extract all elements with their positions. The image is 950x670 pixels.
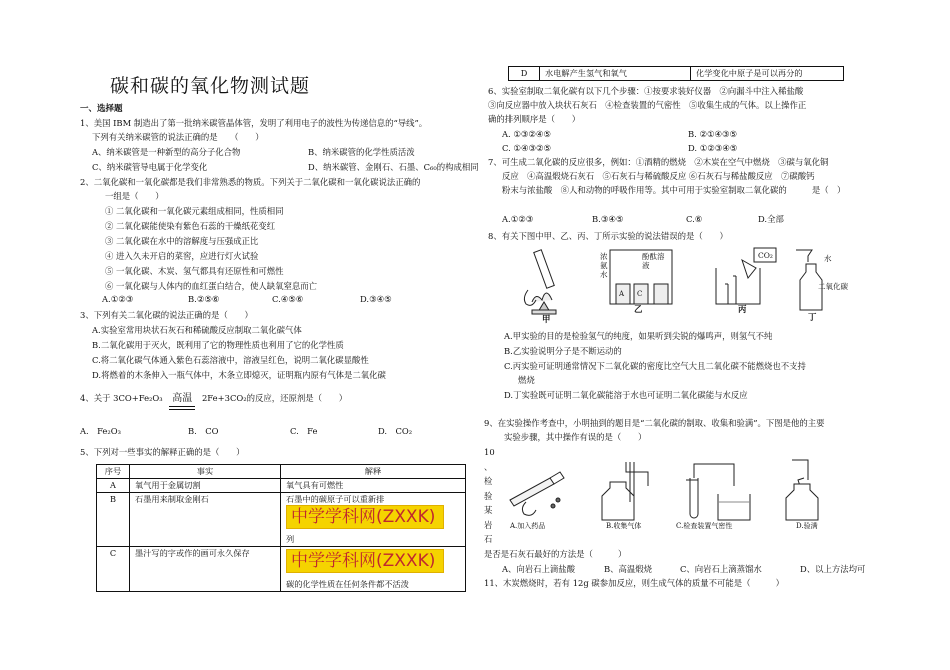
q2-option-c: C.④⑤⑥: [272, 294, 304, 304]
q10-option-a: A、向岩石上滴盐酸: [502, 564, 576, 574]
q10-vchar: 某: [484, 505, 493, 515]
q2-item: ④ 进入久未开启的菜窖，应进行灯火试验: [105, 251, 259, 261]
q9-figure-b: [600, 458, 656, 530]
fig-label: 甲: [542, 314, 551, 324]
q10-vchar: 岩: [484, 520, 493, 530]
q10-vchar: 验: [484, 491, 493, 501]
q8-option-d: D.丁实验既可证明二氧化碳能溶于水也可证明二氧化碳能与水反应: [504, 390, 748, 400]
q8-option-c: C.丙实验可证明通常情况下二氧化碳的密度比空气大且二氧化碳不能燃烧也不支持: [504, 361, 806, 371]
table-cell: [281, 493, 466, 547]
q10-vchar: 、: [484, 462, 493, 472]
q8-figure-jia: [518, 244, 588, 324]
fig-label: 丁: [808, 312, 817, 322]
q6-stem-2: ③向反应器中放入块状石灰石 ④检查装置的气密性 ⑤收集生成的气体。以上操作正: [488, 100, 807, 110]
q2-item: ① 二氧化碳和一氧化碳元素组成相同，性质相同: [105, 206, 284, 216]
table-cell: 墨汁写的字或作的画可永久保存: [130, 547, 281, 592]
q6-option-d: D. ①②③④⑤: [688, 143, 738, 153]
fig-label-beaker-a: A: [619, 290, 625, 298]
fig-label-co2: CO₂: [758, 251, 773, 260]
q6-stem-3: 确的排列顺序是（ ）: [488, 114, 581, 124]
q11-stem: 11、木炭燃烧时，若有 12g 碳参加反应，则生成气体的质量不可能是（ ）: [484, 578, 784, 588]
fig-caption: A.加入药品: [510, 522, 546, 530]
table-cell: 石墨用来制取金刚石: [130, 493, 281, 547]
q7-option-b: B.③④⑤: [592, 214, 624, 224]
q8-option-b: B.乙实验说明分子是不断运动的: [504, 346, 622, 356]
table-cell: 氧气具有可燃性: [281, 479, 466, 493]
q4-stem-pre: 4、关于 3CO+Fe₂O₃: [80, 393, 163, 403]
q10-option-d: D、以上方法均可: [800, 564, 866, 574]
q5-table-continued: [508, 66, 844, 81]
table-cell: D: [509, 67, 540, 81]
q1-option-d: D、纳米碳管、金刚石、石墨、C₆₀的构成相同: [308, 162, 479, 172]
fig-caption: C.检查装置气密性: [676, 522, 733, 530]
q4-option-a: A. Fe₂O₃: [80, 426, 121, 436]
q10-option-b: B、高温煅烧: [604, 564, 653, 574]
q10-vchar: 检: [484, 476, 493, 486]
q9-stem: 9、在实验操作考查中，小明抽到的题目是“二氧化碳的制取、收集和验满”。下图是他的主要: [484, 418, 825, 428]
table-cell: 水电解产生氢气和氧气: [540, 67, 691, 81]
watermark-logo: 中学学科网(ZXXK): [286, 505, 444, 529]
q4-stem-post: 2Fe+3CO₂的反应，还原剂是（ ）: [201, 393, 348, 403]
q9-stem-2: 实验步骤，其中操作有误的是（ ）: [504, 432, 647, 442]
watermark-logo: 中学学科网(ZXXK): [286, 549, 444, 573]
q9-figure-d: [780, 458, 840, 530]
q4-option-b: B. CO: [188, 426, 219, 436]
q7-option-a: A.①②③: [502, 214, 534, 224]
section-heading: 一、选择题: [80, 104, 123, 114]
q10-option-c: C、向岩石上滴蒸馏水: [680, 564, 762, 574]
fig-label: 丙: [738, 304, 747, 314]
cell-text: 石墨中的碳原子可以重新排: [286, 494, 385, 505]
q8-figure-bing: [708, 246, 780, 316]
q5-stem: 5、下列对一些事实的解释正确的是（ ）: [80, 447, 245, 457]
table-row: [509, 67, 844, 81]
q1-stem-2: 下列有关纳米碳管的说法正确的是 （ ）: [92, 132, 264, 142]
fig-caption: B.收集气体: [606, 522, 642, 530]
q4-stem: [80, 392, 347, 406]
table-header: 事实: [130, 465, 281, 479]
q10-stem: 是否是石灰石最好的方法是（ ）: [484, 549, 627, 559]
q2-item: ② 二氧化碳能使染有紫色石蕊的干燥纸花变红: [105, 221, 276, 231]
fig-label-water: 水: [824, 254, 832, 263]
q2-stem: 2、二氧化碳和一氧化碳都是我们非常熟悉的物质。下列关于二氧化碳和一氧化碳说法正确的: [80, 177, 421, 187]
q9-figure-c: [674, 458, 754, 530]
q4-option-d: D. CO₂: [378, 426, 413, 436]
table-row: [97, 479, 466, 493]
table-row: [97, 547, 466, 592]
fig-label: 乙: [634, 304, 643, 314]
table-header: 序号: [97, 465, 130, 479]
q1-option-a: A、纳米碳管是一种新型的高分子化合物: [92, 147, 241, 157]
q4-equals-line: [169, 406, 195, 407]
q6-option-c: C. ①④③②⑤: [502, 143, 551, 153]
cell-text: 列: [286, 534, 295, 545]
q8-stem: 8、有关下图中甲、乙、丙、丁所示实验的说法错误的是（ ）: [488, 231, 728, 241]
q7-option-d: D.全部: [758, 214, 784, 224]
cell-text: 碳的化学性质在任何条件都不活泼: [286, 579, 409, 590]
q4-condition: 高温: [172, 393, 193, 404]
q2-stem-2: 一组是（ ）: [105, 191, 164, 201]
q7-stem: 7、可生成二氧化碳的反应很多，例如：①酒精的燃烧 ②木炭在空气中燃烧 ③碳与氧化铜: [488, 157, 829, 167]
q7-option-c: C.⑥: [686, 214, 703, 224]
fig-label-conc-ammonia: 浓氨水: [600, 252, 608, 279]
q7-stem-2: 反应 ④高温煅烧石灰石 ⑤石灰石与稀硫酸反应 ⑥石灰石与稀盐酸反应 ⑦碳酸钙: [502, 171, 815, 181]
q8-figure-yi: [598, 246, 680, 316]
q1-option-c: C、纳米碳管导电属于化学变化: [92, 162, 208, 172]
fig-label-co2-jar: 二氧化碳: [818, 282, 848, 291]
q1-stem: 1、美国 IBM 制造出了第一批纳米碳管晶体管，发明了利用电子的波性为传递信息的“导线”。: [80, 118, 428, 128]
q2-item: ③ 二氧化碳在水中的溶解度与压强成正比: [105, 236, 259, 246]
q5-table: [96, 464, 466, 592]
table-header-row: [97, 465, 466, 479]
q2-option-b: B.②⑤⑥: [188, 294, 220, 304]
fig-label-phenolphthalein: 酚酞溶液: [642, 252, 665, 270]
q2-option-d: D.③④⑤: [360, 294, 392, 304]
q10-number: 10: [484, 447, 495, 457]
q4-option-c: C. Fe: [290, 426, 318, 436]
q8-option-c-cont: 燃烧: [518, 375, 535, 385]
q9-figure-a: [506, 460, 574, 530]
q3-option-a: A.实验室常用块状石灰石和稀硫酸反应制取二氧化碳气体: [92, 325, 302, 335]
q2-item: ⑤ 一氧化碳、木炭、氢气都具有还原性和可燃性: [105, 266, 284, 276]
table-cell: C: [97, 547, 130, 592]
q1-option-b: B、纳米碳管的化学性质活泼: [308, 147, 415, 157]
q10-vchar: 石: [484, 534, 493, 544]
fig-caption: D.验满: [796, 522, 818, 530]
table-header: 解释: [281, 465, 466, 479]
q3-option-d: D.将燃着的木条伸入一瓶气体中，木条立即熄灭，证明瓶内原有气体是二氧化碳: [92, 370, 386, 380]
table-cell: 氧气用于金属切割: [130, 479, 281, 493]
q3-stem: 3、下列有关二氧化碳的说法正确的是（ ）: [80, 310, 253, 320]
table-cell: A: [97, 479, 130, 493]
q6-stem: 6、实验室制取二氧化碳有以下几个步骤：①按要求装好仪器 ②向漏斗中注入稀盐酸: [488, 86, 804, 96]
table-cell: 化学变化中原子是可以再分的: [691, 67, 844, 81]
q3-option-c: C.将二氧化碳气体通入紫色石蕊溶液中，溶液呈红色，说明二氧化碳显酸性: [92, 355, 369, 365]
q2-option-a: A.①②③: [102, 294, 134, 304]
table-cell: B: [97, 493, 130, 547]
q6-option-a: A. ①③②④⑤: [502, 129, 551, 139]
q6-option-b: B. ②①④③⑤: [688, 129, 738, 139]
q3-option-b: B.二氧化碳用于灭火，既利用了它的物理性质也利用了它的化学性质: [92, 340, 344, 350]
page-title: 碳和碳的氧化物测试题: [110, 75, 311, 97]
table-row: [97, 493, 466, 547]
q4-equals-line: [169, 409, 195, 410]
q2-item: ⑥ 一氧化碳与人体内的血红蛋白结合，使人缺氧窒息而亡: [105, 281, 318, 291]
q8-figure-ding: [794, 244, 854, 322]
q4-reaction-arrow: [169, 392, 195, 406]
q7-stem-3: 粉末与浓盐酸 ⑧人和动物的呼吸作用等。其中可用于实验室制取二氧化碳的 是（ ）: [502, 185, 846, 195]
q8-option-a: A.甲实验的目的是检验氢气的纯度，如果听到尖锐的爆鸣声，则氢气不纯: [504, 331, 773, 341]
fig-label-beaker-c: C: [637, 290, 643, 298]
table-cell: [281, 547, 466, 592]
